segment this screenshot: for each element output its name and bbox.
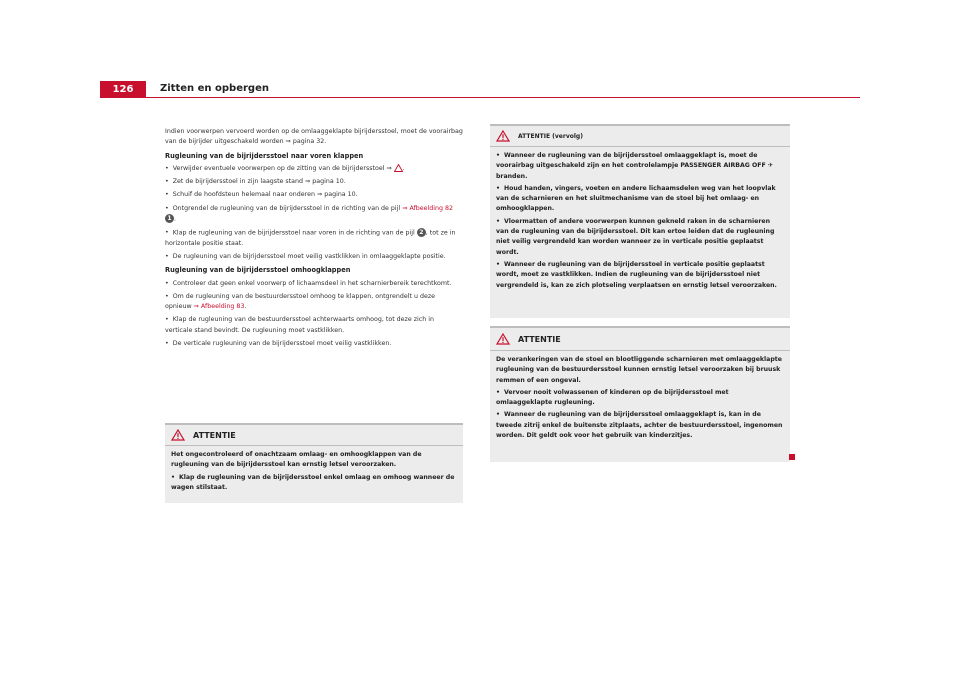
- list-item: • Ontgrendel de rugleuning van de bijrijdersstoel in de richting van de pijl ⇒ Afbeelding 82 1 .: [165, 204, 463, 225]
- warning-text: • Wanneer de rugleuning van de bijrijdersstoel omlaaggeklapt is, moet de voorairbag uitgeschakeld zijn en het controlelampje PASSENGER AIRBAG OFF ✈ branden.: [496, 151, 784, 182]
- warning-triangle-icon: [394, 164, 403, 172]
- warning-body: [165, 446, 463, 499]
- warning-body: [490, 351, 790, 447]
- warning-box-continued: [490, 124, 790, 318]
- section-end-marker: [789, 454, 795, 460]
- warning-text: • Vervoer nooit volwassenen of kinderen op de bijrijdersstoel met omlaaggeklapte rugleuning.: [496, 388, 784, 409]
- warning-text: De verankeringen van de stoel en blootliggende scharnieren met omlaaggeklapte rugleuning van de bestuurdersstoel kunnen ernstig letsel veroorzaken bij bruusk remmen of een ongeval.: [496, 356, 782, 384]
- section-heading-fold-up: Rugleuning van de bijrijdersstoel omhoogklappen: [165, 266, 351, 275]
- list-item: • Om de rugleuning van de bestuurdersstoel omhoog te klappen, ontgrendelt u deze opnieuw ⇒ Afbeelding 83.: [165, 292, 463, 313]
- list-item: • Verwijder eventuele voorwerpen op de zitting van de bijrijdersstoel ⇒ .: [165, 164, 463, 174]
- warning-body: [490, 147, 790, 297]
- callout-number: 1: [165, 214, 174, 223]
- list-item-text: Ontgrendel de rugleuning van de bijrijdersstoel in de richting van de pijl: [172, 204, 401, 212]
- warning-text: • Vloermatten of andere voorwerpen kunnen gekneld raken in de scharnieren van de rugleuning van de bijrijdersstoel. Dit kan ertoe leiden dat de rugleuning niet veilig vergrendeld kan worden wanneer ze in verticale positie geplaatst wordt.: [496, 217, 784, 258]
- list-item: • De verticale rugleuning van de bijrijdersstoel moet veilig vastklikken.: [165, 339, 463, 349]
- list-item: • De rugleuning van de bijrijdersstoel moet veilig vastklikken in omlaaggeklapte positie.: [165, 252, 463, 262]
- section-heading-fold-forward: Rugleuning van de bijrijdersstoel naar voren klappen: [165, 151, 364, 160]
- list-item: [165, 228, 463, 249]
- left-column: [165, 127, 463, 352]
- warning-triangle-icon: [171, 429, 185, 441]
- warning-header: [490, 126, 790, 147]
- warning-box-left: [165, 423, 463, 503]
- warning-header: [490, 328, 790, 351]
- list-item-text: , tot ze in horizontale positie staat.: [165, 229, 456, 247]
- warning-text: • Wanneer de rugleuning van de bijrijdersstoel omlaaggeklapt is, kan in de tweede zitrij enkel de buitenste zitplaats, achter de bestuurdersstoel, ingenomen worden. Dit geldt ook voor het gebruik van kinderzitjes.: [496, 410, 784, 441]
- figure-83-link[interactable]: ⇒ Afbeelding 83: [193, 303, 245, 311]
- list-item: • Schuif de hoofdsteun helemaal naar onderen ⇒ pagina 10.: [165, 190, 463, 200]
- warning-title: ATTENTIE (vervolg): [518, 132, 583, 140]
- warning-title: ATTENTIE: [518, 334, 561, 344]
- warning-box-right: [490, 326, 790, 462]
- list-item: • Klap de rugleuning van de bestuurdersstoel achterwaarts omhoog, tot deze zich in verticale stand bevindt. De rugleuning moet vastklikken.: [165, 315, 463, 336]
- warning-text: • Klap de rugleuning van de bijrijdersstoel enkel omlaag en omhoog wanneer de wagen stilstaat.: [171, 473, 457, 494]
- header-rule: [146, 97, 860, 98]
- figure-82-link[interactable]: ⇒ Afbeelding 82: [402, 204, 454, 212]
- warning-triangle-icon: [496, 130, 510, 142]
- warning-text: Het ongecontroleerd of onachtzaam omlaag- en omhoogklappen van de rugleuning van de bijrijdersstoel kan ernstig letsel veroorzaken.: [171, 451, 422, 469]
- callout-number: 2: [417, 228, 426, 237]
- intro-text: Indien voorwerpen vervoerd worden op de omlaaggeklapte bijrijdersstoel, moet de voorairbag van de bijrijder uitgeschakeld worden ⇒ pagina 32.: [165, 128, 463, 146]
- list-item-text: Om de rugleuning van de bestuurdersstoel omhoog te klappen, ontgrendelt u deze opnieuw: [165, 292, 436, 311]
- warning-text: • Wanneer de rugleuning van de bijrijdersstoel in verticale positie geplaatst wordt, moet ze vastklikken. Indien de rugleuning van de bijrijdersstoel niet vergrendeld is, kan ze zich plotseling verplaatsen en ernstig letsel veroorzaken.: [496, 260, 784, 291]
- warning-triangle-icon: [496, 333, 510, 345]
- warning-title: ATTENTIE: [193, 430, 236, 440]
- list-item: • Zet de bijrijdersstoel in zijn laagste stand ⇒ pagina 10.: [165, 177, 463, 187]
- list-item: • Controleer dat geen enkel voorwerp of lichaamsdeel in het scharnierbereik terechtkomt.: [165, 279, 463, 289]
- warning-text: • Houd handen, vingers, voeten en andere lichaamsdelen weg van het loopvlak van de scharnieren en het sluitmechanisme van de stoel bij het omlaag- en omhoogklappen.: [496, 184, 784, 215]
- list-item-text: Klap de rugleuning van de bijrijdersstoel naar voren in de richting van de pijl: [172, 229, 415, 237]
- warning-header: [165, 425, 463, 446]
- page-number: 126: [100, 81, 146, 98]
- list-item-text: Verwijder eventuele voorwerpen op de zitting van de bijrijdersstoel ⇒: [172, 164, 392, 172]
- page-title: Zitten en opbergen: [160, 83, 269, 94]
